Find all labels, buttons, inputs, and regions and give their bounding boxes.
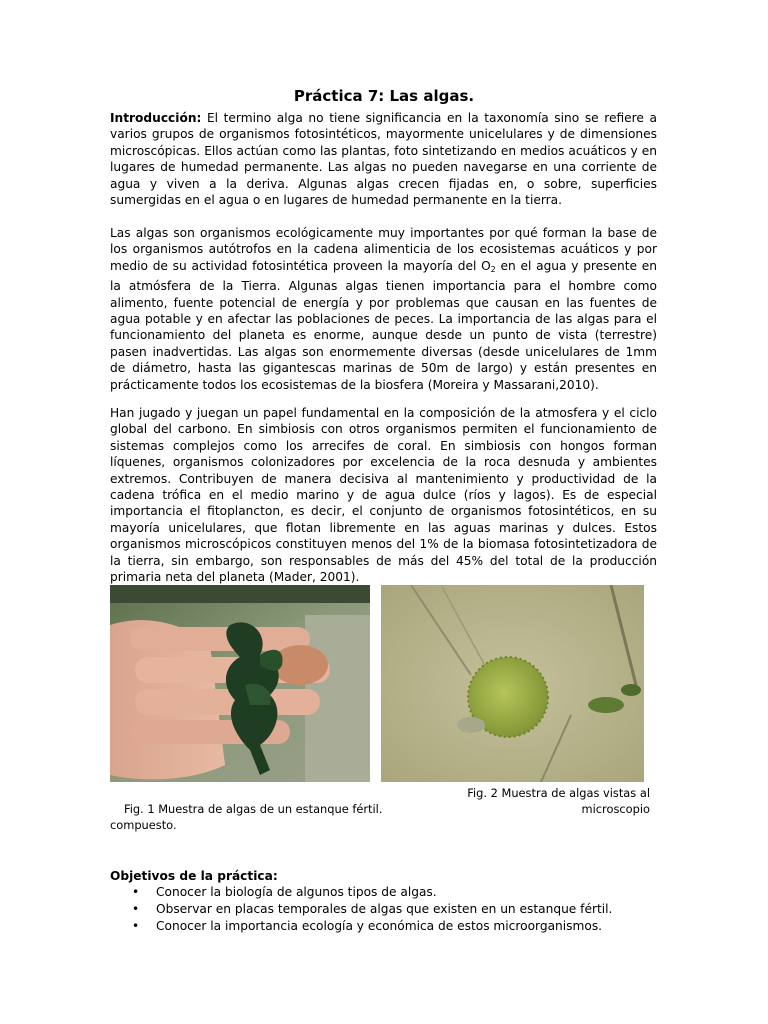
microscope-image <box>381 585 644 782</box>
o2-subscript: 2 <box>490 264 496 274</box>
intro-text: El termino alga no tiene significancia en la taxonomía sino se refiere a varios grupos de organismos fotosintéticos, mayormente unicelulares y de dimensiones microscópicas. Ellos actúan como las plantas, foto sintetizando en medios acuáticos y en lugares de humedad permanente. Las algas no pueden navegarse en una corriente de agua y viven a la deriva. Algunas algas crecen fijadas en, o sobre, superficies sumergidas en el agua o en lugares de humedad permanente en la tierra. <box>110 111 657 208</box>
hand-algae-image <box>110 585 370 782</box>
paragraph-role: Han jugado y juegan un papel fundamental en la composición de la atmosfera y el ciclo global del carbono. En simbiosis con otros organismos permiten el funcionamiento de sistemas complejos como los arrecifes de coral. En simbiosis con hongos forman líquenes, organismos colonizadores por excelencia de la roca desnuda y ambientes extremos. Contribuyen de manera decisiva al mantenimiento y productividad de la cadena trófica en el medio marino y de agua dulce (ríos y lagos). Es de especial importancia el fitoplancton, es decir, el conjunto de organismos fotosintéticos, en su mayoría unicelulares, que flotan libremente en las aguas marinas y dulces. Estos organismos microscópicos constituyen menos del 1% de la biomasa fotosintetizadora de la tierra, sin embargo, son responsables de más del 45% del total de la producción primaria neta del planeta (Mader, 2001). <box>110 406 657 585</box>
paragraph-importance-text-b: en el agua y presente en la atmósfera de la Tierra. Algunas algas tienen importancia para el hombre como alimento, fuente potencial de energía y por problemas que causan en las fuentes de agua potable y en afectar las poblaciones de peces. La importancia de las algas para el funcionamiento del planeta es enorme, aunque desde un punto de vista (terrestre) pasen inadvertidas. Las algas son enormemente diversas (desde unicelulares de 1mm de diámetro, hasta las gigantescas marinas de 50m de largo) y están presentes en prácticamente todos los ecosistemas de la biosfera (Moreira y Massarani,2010). <box>110 258 657 392</box>
bullet-icon: • <box>132 885 140 899</box>
figure-algae-in-hand <box>110 585 370 782</box>
page-title: Práctica 7: Las algas. <box>293 87 475 105</box>
objective-text: Conocer la biología de algunos tipos de algas. <box>156 885 437 899</box>
objectives-list <box>110 884 612 934</box>
objective-item <box>110 918 612 935</box>
bullet-icon: • <box>132 918 140 933</box>
figure-2-caption: Fig. 2 Muestra de algas vistas al microscopio <box>467 786 650 816</box>
figure-1-caption: Fig. 1 Muestra de algas de un estanque fértil. <box>124 802 383 816</box>
paragraph-importance-text-a: Las algas son organismos ecológicamente muy importantes por qué forman la base de los organismos autótrofos en la cadena alimenticia de los ecosistemas acuáticos y por medio de su actividad fotosintética proveen la mayoría del O <box>110 226 657 273</box>
figure-captions <box>110 785 657 833</box>
figure-microscope <box>381 585 644 782</box>
intro-paragraph <box>110 110 657 208</box>
intro-label: Introducción: <box>110 111 202 125</box>
objective-text: Conocer la importancia ecología y económica de estos microorganismos. <box>156 918 603 933</box>
figure-2-caption-continuation: compuesto. <box>110 818 177 832</box>
paragraph-importance <box>110 225 657 393</box>
bullet-icon: • <box>132 901 140 916</box>
objective-text: Observar en placas temporales de algas que existen en un estanque fértil. <box>156 901 613 916</box>
objective-item <box>110 901 612 918</box>
objective-item <box>110 884 612 901</box>
objectives-heading: Objetivos de la práctica: <box>110 869 278 883</box>
